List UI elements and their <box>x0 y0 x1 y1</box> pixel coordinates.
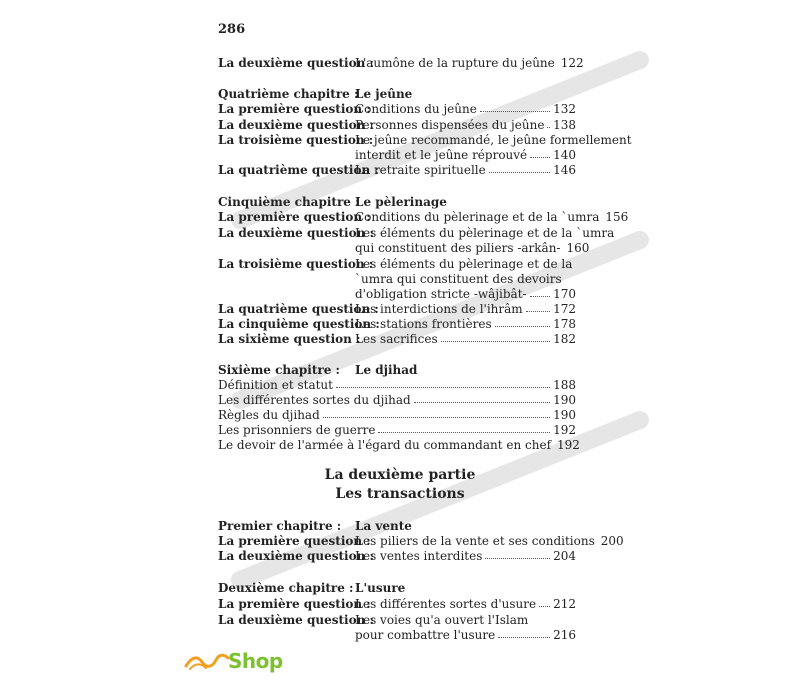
toc-row <box>218 422 576 438</box>
question-label: La quatrième question : <box>218 163 379 177</box>
entry-text-container <box>355 101 576 117</box>
entry-title: Les éléments du pèlerinage et de la `umra <box>355 226 615 240</box>
toc-row <box>218 627 576 643</box>
entry-text-container <box>355 117 576 133</box>
entry-text-container <box>218 422 576 438</box>
chapter-label: Cinquième chapitre : <box>218 195 360 209</box>
entry-title: La retraite spirituelle <box>355 163 486 177</box>
entry-text-container <box>355 162 576 178</box>
leader-dots <box>526 301 550 312</box>
entry-title: Les prisonniers de guerre <box>218 423 376 437</box>
leader-dots <box>498 627 550 638</box>
chapter-heading-row <box>218 580 576 596</box>
leader-dots <box>485 548 550 559</box>
question-label: La première question : <box>218 534 371 548</box>
entry-title: Le jeûne recommandé, le jeûne formellement <box>355 133 632 147</box>
entry-page-number: 140 <box>553 148 576 162</box>
entry-page-number: 190 <box>553 408 576 422</box>
question-label: La deuxième question : <box>218 549 374 563</box>
entry-page-number: 170 <box>553 287 576 301</box>
entry-page-number: 182 <box>553 332 576 346</box>
entry-title: Les sacrifices <box>355 332 438 346</box>
entry-text-container <box>355 331 576 347</box>
entry-text-container <box>355 225 615 241</box>
toc-row <box>218 548 576 564</box>
toc-row <box>218 101 576 117</box>
question-label: La deuxième question : <box>218 56 374 70</box>
leader-dots <box>323 407 550 418</box>
entry-title: Les interdictions de l'ihrâm <box>355 302 523 316</box>
entry-text-container <box>218 392 576 408</box>
entry-text-container <box>355 596 576 612</box>
entry-text-container <box>355 194 576 210</box>
entry-page-number: 216 <box>553 628 576 642</box>
entry-page-number: 192 <box>553 423 576 437</box>
leader-dots <box>414 392 550 403</box>
entry-text-container <box>355 580 576 596</box>
entry-text-container <box>355 548 576 564</box>
toc-row <box>218 377 576 393</box>
entry-page-number: 190 <box>553 393 576 407</box>
chapter-label: Premier chapitre : <box>218 519 342 533</box>
entry-page-number: 122 <box>560 56 584 70</box>
entry-title: qui constituent des piliers -arkân- <box>355 241 561 255</box>
leader-dots <box>495 316 550 327</box>
question-label: La troisième question : <box>218 257 374 271</box>
leader-dots <box>480 101 550 112</box>
leader-dots <box>336 377 550 388</box>
chapter-title: Le jeûne <box>355 87 413 101</box>
entry-text-container <box>355 86 576 102</box>
toc-row <box>218 225 615 241</box>
entry-title: Les voies qu'a ouvert l'Islam <box>355 613 529 627</box>
question-label: La deuxième question : <box>218 226 374 240</box>
chapter-title: La vente <box>355 519 412 533</box>
entry-page-number: 132 <box>553 102 576 116</box>
question-label: La première question : <box>218 597 371 611</box>
leader-dots <box>489 162 550 173</box>
toc-row <box>218 162 576 178</box>
toc-row <box>218 596 576 612</box>
toc-row <box>218 209 629 225</box>
entry-text-container <box>218 377 576 393</box>
chapter-label: Deuxième chapitre : <box>218 581 354 595</box>
entry-page-number: 146 <box>553 163 576 177</box>
entry-text-container <box>355 271 576 287</box>
question-label: La troisième question : <box>218 133 374 147</box>
entry-text-container <box>355 55 584 71</box>
entry-text-container <box>355 256 576 272</box>
toc-row <box>218 271 576 287</box>
leader-dots <box>539 596 550 607</box>
entry-title: Définition et statut <box>218 378 333 392</box>
entry-page-number: 212 <box>553 597 576 611</box>
entry-title: Les différentes sortes du djihad <box>218 393 411 407</box>
entry-text-container <box>355 240 590 256</box>
entry-text-container <box>218 437 580 453</box>
leader-dots <box>530 147 550 158</box>
shop-logo <box>184 648 283 674</box>
entry-page-number: 160 <box>566 241 590 255</box>
entry-text-container <box>355 533 624 549</box>
entry-title: Règles du djihad <box>218 408 320 422</box>
entry-title: interdit et le jeûne réprouvé <box>355 148 528 162</box>
entry-text-container <box>355 286 576 302</box>
question-label: La deuxième question : <box>218 118 374 132</box>
toc-row <box>218 286 576 302</box>
entry-title: Les piliers de la vente et ses conditions <box>355 534 595 548</box>
toc-row <box>218 316 576 332</box>
entry-title: Conditions du jeûne <box>355 102 477 116</box>
part-heading-line2: Les transactions <box>335 486 465 502</box>
chapter-heading-row <box>218 518 576 534</box>
question-label: La cinquième question : <box>218 317 380 331</box>
chapter-title: Le pèlerinage <box>355 195 447 209</box>
question-label: La première question : <box>218 210 371 224</box>
question-label: La quatrième question : <box>218 302 379 316</box>
entry-text-container <box>218 407 576 423</box>
entry-text-container <box>355 209 629 225</box>
chapter-title: Le djihad <box>355 363 418 377</box>
entry-title: Les éléments du pèlerinage et de la <box>355 257 573 271</box>
toc-row <box>218 392 576 408</box>
entry-title: d'obligation stricte -wâjibât- <box>355 287 527 301</box>
entry-title: pour combattre l'usure <box>355 628 496 642</box>
entry-page-number: 192 <box>557 438 580 452</box>
entry-title: L'aumône de la rupture du jeûne <box>355 56 555 70</box>
toc-row <box>218 117 576 133</box>
entry-page-number: 188 <box>553 378 576 392</box>
entry-text-container <box>355 627 576 643</box>
toc-row <box>218 132 632 148</box>
chapter-heading-row <box>218 362 576 378</box>
toc-row <box>218 533 624 549</box>
question-label: La première question : <box>218 102 371 116</box>
question-label: La deuxième question : <box>218 613 374 627</box>
logo-swirl-icon <box>184 650 230 672</box>
entry-text-container <box>355 362 576 378</box>
toc-row <box>218 55 584 71</box>
chapter-label: Quatrième chapitre : <box>218 87 359 101</box>
logo-word: Shop <box>228 649 283 673</box>
entry-text-container <box>355 301 576 317</box>
entry-page-number: 172 <box>553 302 576 316</box>
chapter-title: L'usure <box>355 581 406 595</box>
toc-row <box>218 331 576 347</box>
toc-row <box>218 301 576 317</box>
toc-row <box>218 240 590 256</box>
entry-page-number: 138 <box>553 118 576 132</box>
chapter-heading-row <box>218 194 576 210</box>
page-number: 286 <box>218 22 246 37</box>
toc-row <box>218 612 576 628</box>
entry-title: Personnes dispensées du jeûne <box>355 118 545 132</box>
entry-title: Conditions du pèlerinage et de la `umra <box>355 210 600 224</box>
entry-page-number: 204 <box>553 549 576 563</box>
leader-dots <box>378 422 550 433</box>
entry-page-number: 156 <box>605 210 629 224</box>
entry-page-number: 178 <box>553 317 576 331</box>
chapter-heading-row <box>218 86 576 102</box>
leader-dots <box>547 117 550 128</box>
entry-text-container <box>355 612 576 628</box>
toc-row <box>218 437 580 453</box>
toc-row <box>218 407 576 423</box>
entry-title: Le devoir de l'armée à l'égard du commandant en chef <box>218 438 552 452</box>
toc-row <box>218 256 576 272</box>
toc-row <box>218 147 576 163</box>
entry-title: Les stations frontières <box>355 317 492 331</box>
chapter-label: Sixième chapitre : <box>218 363 340 377</box>
part-heading-line1: La deuxième partie <box>324 467 476 483</box>
entry-text-container <box>355 518 576 534</box>
entry-title: Les différentes sortes d'usure <box>355 597 537 611</box>
question-label: La sixième question : <box>218 332 361 346</box>
leader-dots <box>530 286 551 297</box>
entry-page-number: 200 <box>600 534 624 548</box>
leader-dots <box>441 331 550 342</box>
entry-title: `umra qui constituent des devoirs <box>355 272 562 286</box>
entry-text-container <box>355 316 576 332</box>
entry-text-container <box>355 132 632 148</box>
entry-text-container <box>355 147 576 163</box>
entry-title: Les ventes interdites <box>355 549 483 563</box>
